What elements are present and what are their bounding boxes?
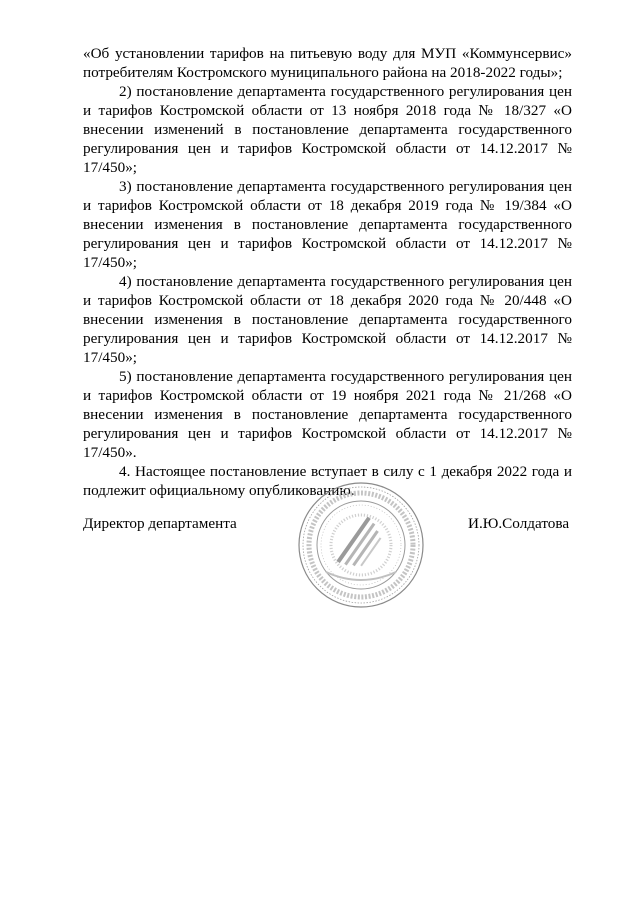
paragraph-item-5: 5) постановление департамента государственного регулирования цен и тарифов Костромской области от 19 ноября 2021 года № 21/268 «О внесении изменения в постановление департамента государственного регулирования цен и тарифов Костромской области от 14.12.2017 № 17/450». [83,368,572,461]
signature-name: И.Ю.Солдатова [468,515,570,532]
paragraph-item-2: 2) постановление департамента государственного регулирования цен и тарифов Костромской области от 13 ноября 2018 года № 18/327 «О внесении изменений в постановление департамента государственного регулирования цен и тарифов Костромской области от 14.12.2017 № 17/450»; [83,83,572,176]
paragraph-item-3: 3) постановление департамента государственного регулирования цен и тарифов Костромской области от 18 декабря 2019 года № 19/384 «О внесении изменения в постановление департамента государственного регулирования цен и тарифов Костромской области от 14.12.2017 № 17/450»; [83,178,572,271]
paragraph-item-4: 4) постановление департамента государственного регулирования цен и тарифов Костромской области от 18 декабря 2020 года № 20/448 «О внесении изменения в постановление департамента государственного регулирования цен и тарифов Костромской области от 14.12.2017 № 17/450»; [83,273,572,366]
official-seal-icon [296,480,426,610]
paragraph-effective-date: 4. Настоящее постановление вступает в силу с 1 декабря 2022 года и подлежит официальному опубликованию. [83,463,572,499]
signature-title: Директор департамента [83,515,237,532]
paragraph-item-1: «Об установлении тарифов на питьевую воду для МУП «Коммунсервис» потребителям Костромского муниципального района на 2018-2022 годы»; [83,45,572,81]
document-body [83,44,572,500]
